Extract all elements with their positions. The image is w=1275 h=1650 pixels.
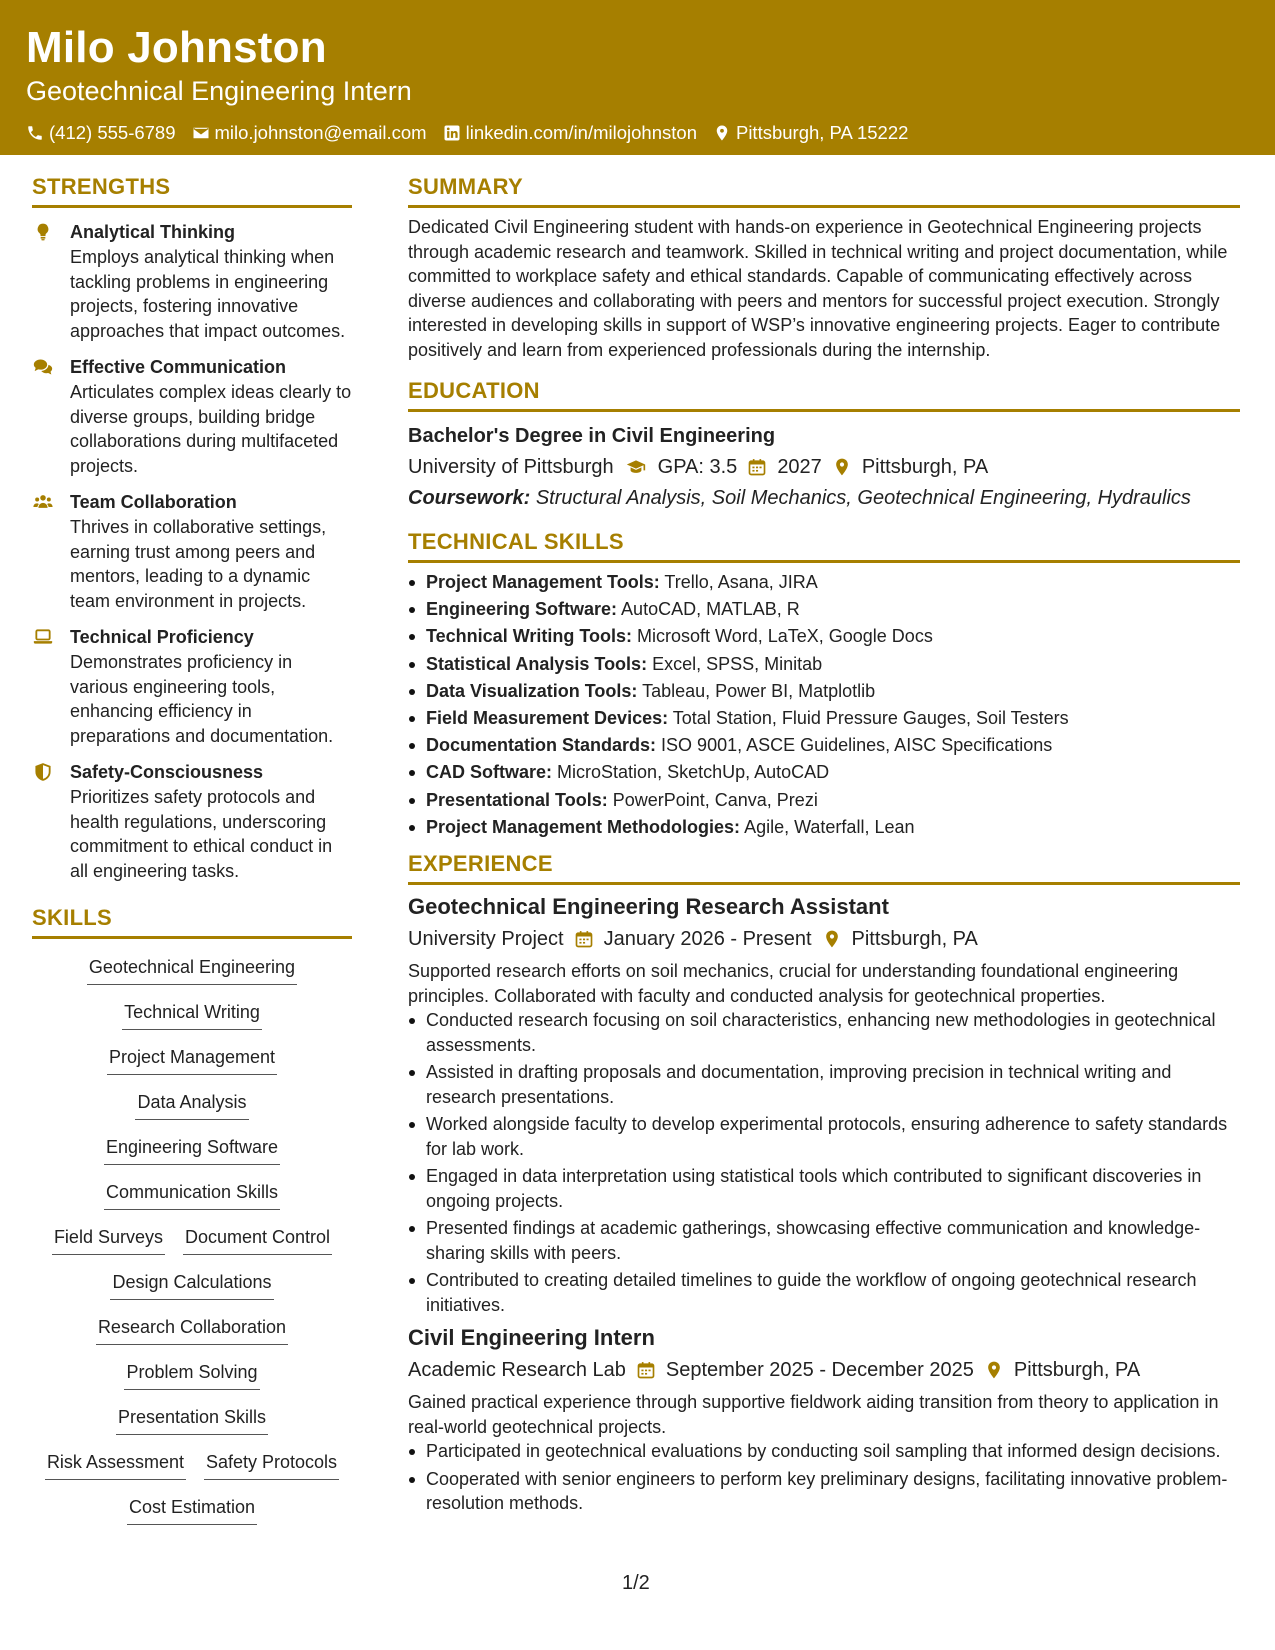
right-column [408, 172, 1240, 1519]
strength-desc: Employs analytical thinking when tackling problems in engineering projects, fostering innovative approaches that impact outcomes. [70, 247, 346, 341]
tech-skill-value: PowerPoint, Canva, Prezi [612, 789, 818, 810]
strength-desc: Thrives in collaborative settings, earning trust among peers and mentors, leading to a dynamic team environment in projects. [70, 517, 327, 611]
tech-skill-value: Total Station, Fluid Pressure Gauges, Soil Testers [672, 708, 1069, 729]
tech-skill-item [408, 623, 1240, 650]
degree-title: Bachelor's Degree in Civil Engineering [408, 425, 776, 447]
strength-title: Safety-Consciousness [70, 762, 264, 782]
school-name: University of Pittsburgh [408, 456, 614, 478]
tech-skill-value: MicroStation, SketchUp, AutoCAD [557, 762, 830, 783]
phone-text: (412) 555-6789 [49, 122, 176, 143]
skill-tag: Design Calculations [110, 1270, 273, 1300]
strengths-heading: STRENGTHS [32, 172, 352, 208]
job-bullet: Participated in geotechnical evaluations by conducting soil sampling that informed design decisions. [408, 1439, 1240, 1464]
tech-skill-item [408, 705, 1240, 732]
skill-tag: Engineering Software [104, 1135, 280, 1165]
tech-skill-label: CAD Software: [426, 762, 553, 783]
job-location: Pittsburgh, PA [851, 928, 978, 951]
tech-skill-label: Data Visualization Tools: [426, 680, 638, 701]
skill-tag: Technical Writing [122, 1000, 262, 1030]
strength-item [32, 760, 352, 883]
summary-text: Dedicated Civil Engineering student with hands-on experience in Geotechnical Engineering projects through academic research and teamwork. Skilled in technical writing and project documentation, while committed to workplace safety and ethical standards. Capable of communicating effectively across diverse audiences and collaborating with peers and mentors for successful project execution. Strongly interested in developing skills in support of WSP’s innovative engineering projects. Eager to contribute positively and learn from experienced professionals during the internship. [408, 217, 1228, 360]
tech-skill-label: Documentation Standards: [426, 735, 657, 756]
education-location: Pittsburgh, PA [861, 456, 989, 478]
tech-skill-value: Microsoft Word, LaTeX, Google Docs [637, 626, 933, 647]
contact-phone [26, 122, 176, 144]
experience-heading: EXPERIENCE [408, 849, 1240, 885]
calendar-icon [636, 1360, 656, 1380]
phone-icon [26, 124, 44, 142]
job-title: Civil Engineering Intern [408, 1325, 655, 1351]
tech-skill-label: Field Measurement Devices: [426, 708, 669, 729]
contact-linkedin[interactable] [443, 122, 697, 144]
tech-skill-value: Agile, Waterfall, Lean [744, 816, 915, 837]
job-bullets [408, 1008, 1240, 1317]
skill-tag: Project Management [107, 1045, 277, 1075]
coursework-label: Coursework: [408, 487, 531, 509]
skill-tag: Research Collaboration [96, 1315, 288, 1345]
strength-title: Team Collaboration [70, 492, 237, 512]
left-column [32, 172, 352, 1536]
coursework [408, 483, 1240, 513]
strength-item [32, 490, 352, 613]
map-pin-icon [984, 1360, 1004, 1380]
skill-tag: Communication Skills [104, 1180, 280, 1210]
strength-title: Effective Communication [70, 357, 287, 377]
skill-tag: Problem Solving [124, 1360, 259, 1390]
calendar-icon [574, 929, 594, 949]
strength-title: Analytical Thinking [70, 222, 236, 242]
tech-skill-label: Technical Writing Tools: [426, 626, 633, 647]
tech-skill-item [408, 814, 1240, 841]
summary-heading: SUMMARY [408, 172, 1240, 208]
tech-skill-label: Statistical Analysis Tools: [426, 653, 648, 674]
job-entry [408, 1323, 1240, 1516]
coursework-list: Structural Analysis, Soil Mechanics, Geotechnical Engineering, Hydraulics [535, 487, 1191, 509]
comments-icon [32, 357, 54, 377]
tech-skill-item [408, 759, 1240, 786]
job-bullet: Worked alongside faculty to develop experimental protocols, ensuring adherence to safety standards for lab work. [408, 1112, 1240, 1161]
skill-tag: Cost Estimation [127, 1495, 257, 1525]
strength-title: Technical Proficiency [70, 627, 254, 647]
job-meta [408, 1355, 1240, 1385]
tech-skill-item [408, 787, 1240, 814]
graduation-year: 2027 [777, 456, 822, 478]
technical-skills-list [408, 569, 1240, 841]
map-pin-icon [832, 457, 852, 477]
tech-skill-item [408, 678, 1240, 705]
tech-skill-label: Project Management Methodologies: [426, 816, 741, 837]
skill-tag: Safety Protocols [204, 1450, 339, 1480]
strength-desc: Demonstrates proficiency in various engineering tools, enhancing efficiency in preparations and documentation. [70, 652, 334, 746]
tech-skill-label: Presentational Tools: [426, 789, 608, 810]
tech-skill-value: Excel, SPSS, Minitab [652, 653, 823, 674]
tech-skill-item [408, 596, 1240, 623]
education-heading: EDUCATION [408, 376, 1240, 412]
envelope-icon [192, 124, 210, 142]
job-dates: January 2026 - Present [603, 928, 812, 951]
map-pin-icon [713, 124, 731, 142]
gpa: GPA: 3.5 [657, 456, 738, 478]
technical-skills-heading: TECHNICAL SKILLS [408, 527, 1240, 563]
laptop-icon [32, 627, 54, 647]
page-number: 1/2 [622, 1572, 650, 1594]
job-dates: September 2025 - December 2025 [665, 1359, 974, 1382]
tech-skill-value: Trello, Asana, JIRA [664, 572, 818, 592]
job-org: Academic Research Lab [408, 1359, 626, 1382]
job-bullet: Assisted in drafting proposals and documentation, improving precision in technical writing and research presentations. [408, 1060, 1240, 1109]
lightbulb-icon [32, 222, 54, 242]
job-org: University Project [408, 928, 564, 951]
resume-header [0, 0, 1275, 155]
contact-bar [26, 122, 1249, 144]
job-bullets [408, 1439, 1240, 1516]
job-bullet: Conducted research focusing on soil characteristics, enhancing new methodologies in geotechnical assessments. [408, 1008, 1240, 1057]
job-bullet: Engaged in data interpretation using statistical tools which contributed to significant discoveries in ongoing projects. [408, 1164, 1240, 1213]
candidate-name: Milo Johnston [26, 23, 327, 72]
job-bullet: Presented findings at academic gatherings, showcasing effective communication and knowledge-sharing skills with peers. [408, 1216, 1240, 1265]
strength-desc: Articulates complex ideas clearly to diverse groups, building bridge collaborations during multifaceted projects. [70, 382, 352, 476]
graduation-cap-icon [624, 457, 648, 477]
linkedin-icon [443, 124, 461, 142]
candidate-role: Geotechnical Engineering Intern [26, 76, 412, 106]
job-entry [408, 892, 1240, 1317]
strength-item [32, 355, 352, 478]
calendar-icon [747, 457, 767, 477]
tech-skill-value: ISO 9001, ASCE Guidelines, AISC Specifications [661, 735, 1053, 756]
strength-desc: Prioritizes safety protocols and health regulations, underscoring commitment to ethical conduct in all engineering tasks. [70, 787, 333, 881]
job-meta [408, 924, 1240, 954]
skill-tag: Presentation Skills [116, 1405, 268, 1435]
email-text[interactable]: milo.johnston@email.com [214, 122, 427, 143]
tech-skill-label: Engineering Software: [426, 599, 618, 620]
tech-skill-item [408, 651, 1240, 678]
job-bullet: Contributed to creating detailed timelines to guide the workflow of ongoing geotechnical research initiatives. [408, 1268, 1240, 1317]
skill-tag: Risk Assessment [45, 1450, 186, 1480]
tech-skill-value: Tableau, Power BI, Matplotlib [642, 680, 876, 701]
shield-icon [32, 762, 54, 782]
skills-list [32, 951, 352, 1536]
job-location: Pittsburgh, PA [1013, 1359, 1141, 1382]
job-description: Gained practical experience through supportive fieldwork aiding transition from theory to application in real-world geotechnical projects. [408, 1392, 1219, 1437]
strength-item [32, 220, 352, 343]
contact-location [713, 122, 908, 144]
skill-tag: Data Analysis [135, 1090, 248, 1120]
tech-skill-item [408, 569, 1240, 596]
tech-skill-label: Project Management Tools: [426, 572, 660, 592]
job-title: Geotechnical Engineering Research Assistant [408, 894, 889, 920]
skill-tag: Document Control [183, 1225, 332, 1255]
strength-item [32, 625, 352, 748]
linkedin-text[interactable]: linkedin.com/in/milojohnston [465, 122, 697, 143]
location-text: Pittsburgh, PA 15222 [735, 122, 909, 143]
tech-skill-value: AutoCAD, MATLAB, R [621, 599, 800, 620]
job-bullet: Cooperated with senior engineers to perform key preliminary designs, facilitating innovative problem-resolution methods. [408, 1467, 1240, 1516]
tech-skill-item [408, 732, 1240, 759]
job-description: Supported research efforts on soil mechanics, crucial for understanding foundational engineering principles. Collaborated with faculty and conducted analysis for geotechnical properties. [408, 961, 1179, 1006]
skills-heading: SKILLS [32, 903, 352, 939]
skill-tag: Field Surveys [52, 1225, 165, 1255]
map-pin-icon [822, 929, 842, 949]
users-icon [32, 492, 54, 512]
contact-email[interactable] [192, 122, 427, 144]
education-meta [408, 452, 1240, 482]
skill-tag: Geotechnical Engineering [87, 955, 297, 985]
